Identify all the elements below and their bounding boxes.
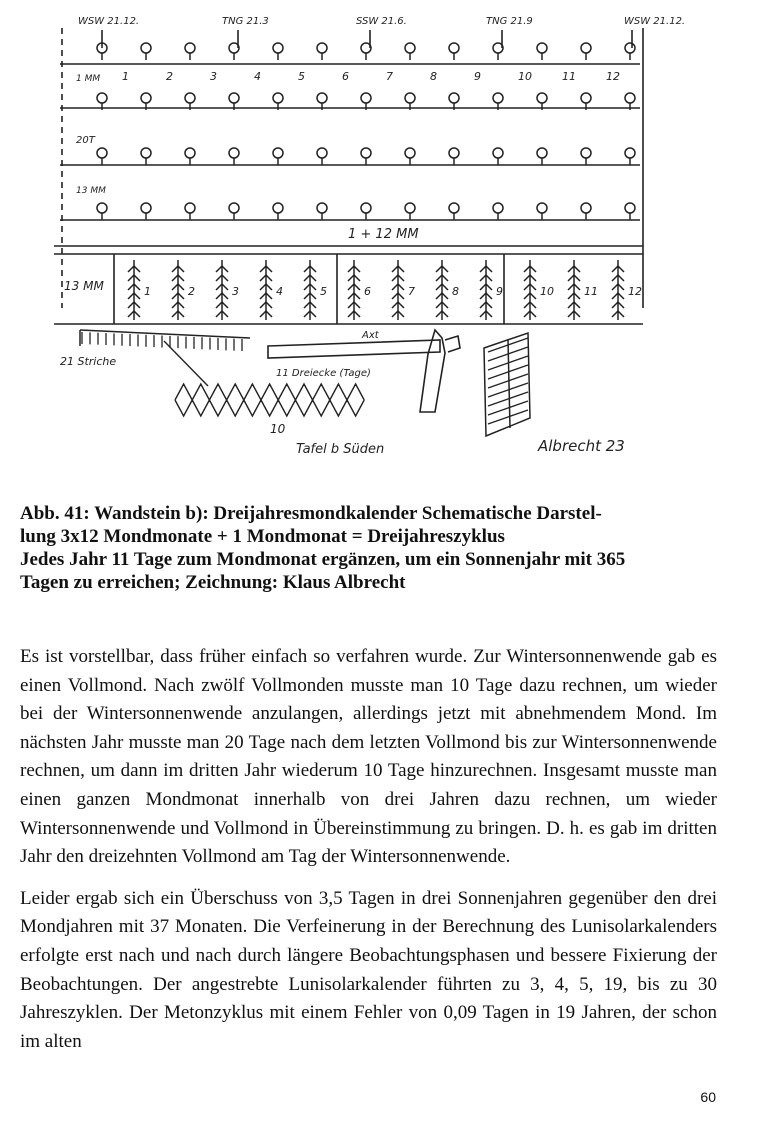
full-moon-mark: [625, 93, 635, 103]
drawing-canvas: [40, 8, 730, 478]
full-moon-mark: [537, 203, 547, 213]
label-wsw-start: WSW 21.12.: [78, 16, 140, 27]
full-moon-mark: [449, 148, 459, 158]
lower-month-number: 5: [320, 285, 327, 298]
full-moon-mark: [625, 148, 635, 158]
lower-month-number: 4: [276, 285, 283, 298]
full-moon-mark: [229, 148, 239, 158]
full-moon-mark: [581, 203, 591, 213]
lower-month-number: 6: [364, 285, 371, 298]
full-moon-mark: [405, 93, 415, 103]
full-moon-mark: [273, 148, 283, 158]
row1-label: 1 MM: [76, 74, 101, 84]
triangles-label: 11 Dreiecke (Tage): [276, 368, 371, 379]
full-moon-mark: [537, 93, 547, 103]
full-moon-mark: [185, 203, 195, 213]
calendar-drawing: [40, 8, 730, 478]
strokes-label: 21 Striche: [60, 355, 117, 368]
full-moon-mark: [317, 93, 327, 103]
full-moon-mark: [581, 148, 591, 158]
full-moon-mark: [581, 93, 591, 103]
row1-month-number: 11: [562, 70, 576, 83]
full-moon-mark: [229, 203, 239, 213]
axe-label: Axt: [362, 330, 379, 341]
lower-month-number: 11: [584, 285, 598, 298]
full-moon-mark: [185, 148, 195, 158]
row1-month-number: 4: [254, 70, 261, 83]
full-moon-mark: [97, 93, 107, 103]
full-moon-mark: [141, 43, 151, 53]
full-moon-mark: [361, 93, 371, 103]
lower-month-number: 10: [540, 285, 554, 298]
full-moon-mark: [361, 148, 371, 158]
full-moon-mark: [141, 148, 151, 158]
full-moon-mark: [581, 43, 591, 53]
row1-month-number: 3: [210, 70, 217, 83]
label-tng-september: TNG 21.9: [486, 16, 533, 27]
lower-month-number: 2: [188, 285, 195, 298]
row1-month-number: 8: [430, 70, 437, 83]
row1-month-number: 6: [342, 70, 349, 83]
triangles-zigzag: [175, 384, 364, 400]
label-tng-march: TNG 21.3: [222, 16, 269, 27]
signature: Albrecht 23: [538, 437, 625, 455]
full-moon-mark: [361, 203, 371, 213]
full-moon-mark: [405, 148, 415, 158]
full-moon-mark: [449, 203, 459, 213]
row1-month-number: 5: [298, 70, 305, 83]
full-moon-mark: [229, 93, 239, 103]
full-moon-mark: [97, 148, 107, 158]
lower-month-number: 3: [232, 285, 239, 298]
lower-month-number: 1: [144, 285, 151, 298]
full-moon-mark: [405, 203, 415, 213]
full-moon-mark: [317, 43, 327, 53]
caption-line-3: Jedes Jahr 11 Tage zum Mondmonat ergänzen, um ein Sonnenjahr mit 365: [20, 549, 626, 570]
row1-month-number: 10: [518, 70, 532, 83]
lower-month-number: 8: [452, 285, 459, 298]
row1-month-number: 1: [122, 70, 129, 83]
full-moon-mark: [625, 43, 635, 53]
row2-label: 20T: [76, 135, 95, 146]
body-text: [20, 643, 717, 1056]
full-moon-mark: [141, 93, 151, 103]
full-moon-mark: [185, 93, 195, 103]
full-moon-mark: [625, 203, 635, 213]
zigzag-label: 10: [270, 422, 286, 436]
full-moon-mark: [493, 93, 503, 103]
lower-month-number: 7: [408, 285, 415, 298]
page-number: 60: [700, 1089, 716, 1105]
lower-month-number: 12: [628, 285, 642, 298]
full-moon-mark: [449, 43, 459, 53]
full-moon-mark: [273, 203, 283, 213]
row1-month-number: 7: [386, 70, 393, 83]
full-moon-mark: [493, 203, 503, 213]
row1-month-number: 9: [474, 70, 481, 83]
label-ssw-june: SSW 21.6.: [356, 16, 407, 27]
full-moon-mark: [141, 203, 151, 213]
full-moon-mark: [537, 43, 547, 53]
lower-month-number: 9: [496, 285, 503, 298]
full-moon-mark: [449, 93, 459, 103]
tafel-label: Tafel b Süden: [296, 442, 385, 457]
paragraph-1: Es ist vorstellbar, dass früher einfach so verfahren wurde. Zur Wintersonnenwende gab es einen Vollmond. Nach zwölf Vollmonden musste man 10 Tage dazu rechnen, um wieder bei der Wintersonnenwende anzulangen, allerdings jetzt mit abnehmendem Mond. Im nächsten Jahr musste man 20 Tage nach dem letzten Vollmond bis zur Wintersonnenwende rechnen, um dann im dritten Jahr wiederum 10 Tage hinzurechnen. Insgesamt musste man einen ganzen Mondmonat innerhalb von drei Jahren dazu rechnen, um wieder Wintersonnenwende und Vollmond in Übereinstimmung zu bringen. D. h. es gab im dritten Jahr den dreizehnten Vollmond am Tag der Wintersonnenwende.: [20, 646, 717, 868]
full-moon-mark: [185, 43, 195, 53]
full-moon-mark: [97, 203, 107, 213]
row3-label: 13 MM: [76, 186, 106, 196]
full-moon-mark: [537, 148, 547, 158]
caption-line-4: Tagen zu erreichen; Zeichnung: Klaus Albrecht: [20, 572, 406, 593]
full-moon-mark: [317, 148, 327, 158]
full-moon-mark: [273, 43, 283, 53]
full-moon-mark: [405, 43, 415, 53]
paragraph-2: Leider ergab sich ein Überschuss von 3,5 Tagen in drei Sonnenjahren gegenüber den drei Mondjahren mit 37 Monaten. Die Verfeinerung in der Berechnung des Lunisolarkalenders erfolgte erst nach und nach durch längere Beobachtungsphasen und bessere Fixierung der Beobachtungen. Der angestrebte Lunisolarkalender führten zu 3, 4, 5, 19, bis zu 30 Jahreszyklen. Der Metonzyklus mit einem Fehler von 0,09 Tagen in 19 Jahren, der schon im alten: [20, 887, 717, 1052]
header-label: 1 + 12 MM: [348, 227, 419, 242]
figure-caption: [20, 502, 720, 594]
row1-month-number: 12: [606, 70, 620, 83]
caption-line-1: Abb. 41: Wandstein b): Dreijahresmondkalender Schematische Darstel-: [20, 503, 602, 524]
full-moon-mark: [273, 93, 283, 103]
row1-month-number: 2: [166, 70, 173, 83]
label-wsw-end: WSW 21.12.: [624, 16, 686, 27]
full-moon-mark: [493, 148, 503, 158]
caption-line-2: lung 3x12 Mondmonate + 1 Mondmonat = Dreijahreszyklus: [20, 526, 505, 547]
lower-label: 13 MM: [64, 279, 104, 293]
full-moon-mark: [317, 203, 327, 213]
